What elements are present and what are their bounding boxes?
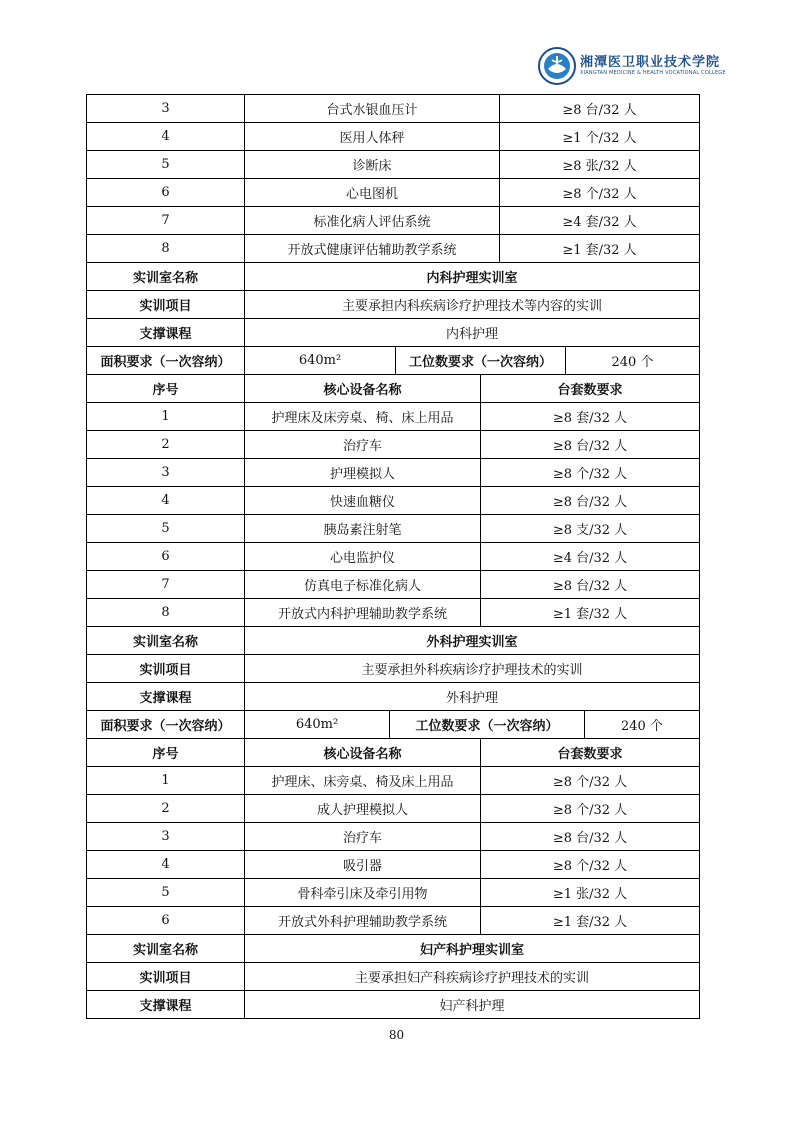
equipment-name-cell: 护理床、床旁桌、椅及床上用品 [244, 766, 481, 795]
table-row [87, 235, 700, 263]
equipment-name-cell: 诊断床 [244, 150, 500, 179]
equipment-name-cell: 仿真电子标准化病人 [244, 570, 481, 599]
quantity-requirement-cell: ≥8 台/32 人 [480, 822, 700, 851]
item-number-cell: 3 [86, 822, 245, 851]
quantity-requirement-cell: ≥1 个/32 人 [499, 122, 700, 151]
equipment-name-cell: 护理床及床旁桌、椅、床上用品 [244, 402, 481, 431]
table-row [87, 907, 700, 935]
table-row [87, 655, 700, 683]
room-name-label-cell: 实训室名称 [86, 934, 245, 963]
item-number-cell: 2 [86, 794, 245, 823]
quantity-requirement-cell: ≥8 套/32 人 [480, 402, 700, 431]
item-number-cell: 3 [86, 94, 245, 123]
quantity-requirement-cell: ≥8 张/32 人 [499, 150, 700, 179]
table-row [87, 683, 700, 711]
table-row [87, 207, 700, 235]
equipment-name-cell: 心电图机 [244, 178, 500, 207]
equipment-name-cell: 治疗车 [244, 822, 481, 851]
table-row [87, 95, 700, 123]
college-emblem-icon [538, 47, 576, 85]
quantity-requirement-cell: ≥8 台/32 人 [480, 486, 700, 515]
table-row [87, 935, 700, 963]
quantity-requirement-cell: ≥8 个/32 人 [480, 850, 700, 879]
room-name-value-cell: 外科护理实训室 [244, 626, 700, 655]
table-row [87, 627, 700, 655]
quantity-requirement-cell: ≥1 套/32 人 [499, 234, 700, 263]
table-row [87, 599, 700, 627]
field-label-cell: 支撑课程 [86, 990, 245, 1019]
room-name-value-cell: 内科护理实训室 [244, 262, 700, 291]
equipment-name-cell: 骨科牵引床及牵引用物 [244, 878, 481, 907]
table-row [87, 179, 700, 207]
table-row [87, 543, 700, 571]
quantity-requirement-cell: ≥4 套/32 人 [499, 206, 700, 235]
equipment-name-cell: 开放式外科护理辅助教学系统 [244, 906, 481, 935]
table-row [87, 515, 700, 543]
quantity-requirement-cell: ≥1 套/32 人 [480, 598, 700, 627]
quantity-requirement-cell: ≥8 个/32 人 [499, 178, 700, 207]
area-value-cell: 640m² [244, 346, 396, 375]
quantity-requirement-cell: ≥1 张/32 人 [480, 878, 700, 907]
college-name-en: XIANGTAN MEDICINE & HEALTH VOCATIONAL COLLEGE [580, 70, 726, 76]
station-label-cell: 工位数要求（一次容纳） [389, 710, 585, 739]
field-value-cell: 内科护理 [244, 318, 700, 347]
header-equipment-cell: 核心设备名称 [244, 738, 481, 767]
table-row [87, 347, 700, 375]
item-number-cell: 7 [86, 206, 245, 235]
equipment-name-cell: 护理模拟人 [244, 458, 481, 487]
equipment-name-cell: 台式水银血压计 [244, 94, 500, 123]
field-label-cell: 实训项目 [86, 654, 245, 683]
table-row [87, 403, 700, 431]
table-row [87, 767, 700, 795]
header-number-cell: 序号 [86, 374, 245, 403]
table-row [87, 795, 700, 823]
equipment-name-cell: 开放式健康评估辅助教学系统 [244, 234, 500, 263]
equipment-name-cell: 标准化病人评估系统 [244, 206, 500, 235]
table-row [87, 431, 700, 459]
item-number-cell: 6 [86, 906, 245, 935]
table-row [87, 263, 700, 291]
station-value-cell: 240 个 [584, 710, 700, 739]
table-row [87, 711, 700, 739]
table-row [87, 375, 700, 403]
quantity-requirement-cell: ≥8 台/32 人 [480, 430, 700, 459]
item-number-cell: 4 [86, 486, 245, 515]
field-value-cell: 主要承担外科疾病诊疗护理技术的实训 [244, 654, 700, 683]
table-row [87, 823, 700, 851]
header-quantity-cell: 台套数要求 [480, 374, 700, 403]
item-number-cell: 8 [86, 234, 245, 263]
equipment-name-cell: 成人护理模拟人 [244, 794, 481, 823]
item-number-cell: 3 [86, 458, 245, 487]
area-label-cell: 面积要求（一次容纳） [86, 346, 245, 375]
equipment-name-cell: 医用人体秤 [244, 122, 500, 151]
room-name-label-cell: 实训室名称 [86, 626, 245, 655]
area-label-cell: 面积要求（一次容纳） [86, 710, 245, 739]
quantity-requirement-cell: ≥8 支/32 人 [480, 514, 700, 543]
field-value-cell: 主要承担妇产科疾病诊疗护理技术的实训 [244, 962, 700, 991]
station-label-cell: 工位数要求（一次容纳） [395, 346, 566, 375]
quantity-requirement-cell: ≥8 个/32 人 [480, 794, 700, 823]
item-number-cell: 5 [86, 514, 245, 543]
table-row [87, 571, 700, 599]
room-name-label-cell: 实训室名称 [86, 262, 245, 291]
field-label-cell: 实训项目 [86, 290, 245, 319]
table-row [87, 739, 700, 767]
quantity-requirement-cell: ≥1 套/32 人 [480, 906, 700, 935]
item-number-cell: 1 [86, 402, 245, 431]
equipment-name-cell: 胰岛素注射笔 [244, 514, 481, 543]
equipment-name-cell: 吸引器 [244, 850, 481, 879]
equipment-name-cell: 开放式内科护理辅助教学系统 [244, 598, 481, 627]
table-row [87, 123, 700, 151]
quantity-requirement-cell: ≥4 台/32 人 [480, 542, 700, 571]
table-row [87, 963, 700, 991]
quantity-requirement-cell: ≥8 台/32 人 [480, 570, 700, 599]
quantity-requirement-cell: ≥8 个/32 人 [480, 766, 700, 795]
item-number-cell: 8 [86, 598, 245, 627]
field-value-cell: 妇产科护理 [244, 990, 700, 1019]
item-number-cell: 6 [86, 178, 245, 207]
item-number-cell: 1 [86, 766, 245, 795]
header-number-cell: 序号 [86, 738, 245, 767]
college-name-cn: 湘潭医卫职业技术学院 [580, 55, 721, 70]
page-number: 80 [388, 1028, 405, 1042]
equipment-name-cell: 快速血糖仪 [244, 486, 481, 515]
table-row [87, 879, 700, 907]
table-row [87, 459, 700, 487]
training-room-table [87, 95, 700, 1015]
equipment-name-cell: 心电监护仪 [244, 542, 481, 571]
item-number-cell: 4 [86, 850, 245, 879]
area-value-cell: 640m² [244, 710, 390, 739]
item-number-cell: 4 [86, 122, 245, 151]
item-number-cell: 7 [86, 570, 245, 599]
field-label-cell: 支撑课程 [86, 318, 245, 347]
quantity-requirement-cell: ≥8 个/32 人 [480, 458, 700, 487]
item-number-cell: 5 [86, 878, 245, 907]
field-value-cell: 外科护理 [244, 682, 700, 711]
equipment-name-cell: 治疗车 [244, 430, 481, 459]
table-row [87, 151, 700, 179]
table-row [87, 319, 700, 347]
quantity-requirement-cell: ≥8 台/32 人 [499, 94, 700, 123]
college-logo [538, 47, 726, 91]
header-equipment-cell: 核心设备名称 [244, 374, 481, 403]
header-quantity-cell: 台套数要求 [480, 738, 700, 767]
field-label-cell: 支撑课程 [86, 682, 245, 711]
item-number-cell: 2 [86, 430, 245, 459]
room-name-value-cell: 妇产科护理实训室 [244, 934, 700, 963]
table-row [87, 991, 700, 1019]
station-value-cell: 240 个 [565, 346, 700, 375]
field-value-cell: 主要承担内科疾病诊疗护理技术等内容的实训 [244, 290, 700, 319]
item-number-cell: 5 [86, 150, 245, 179]
item-number-cell: 6 [86, 542, 245, 571]
table-row [87, 851, 700, 879]
field-label-cell: 实训项目 [86, 962, 245, 991]
table-row [87, 487, 700, 515]
table-row [87, 291, 700, 319]
